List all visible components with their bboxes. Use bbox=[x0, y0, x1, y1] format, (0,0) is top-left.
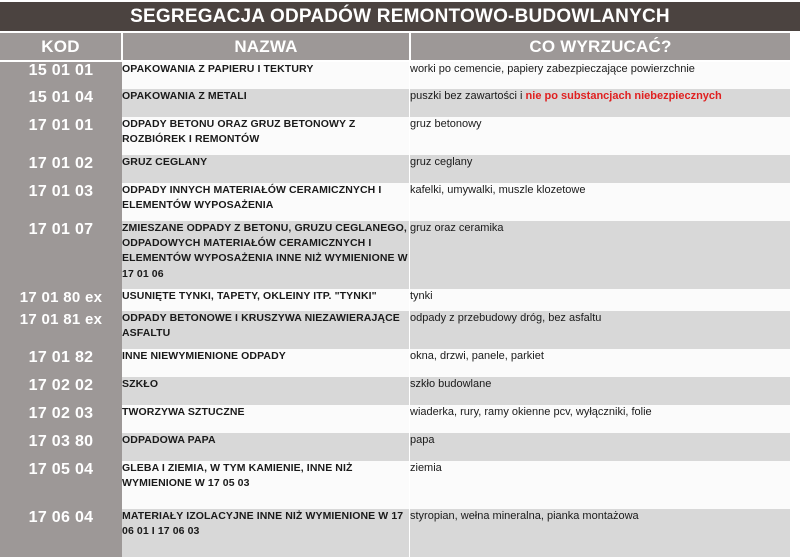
what-to-throw-cell bbox=[410, 221, 790, 289]
what-to-throw-text: okna, drzwi, panele, parkiet bbox=[410, 350, 544, 362]
table-row bbox=[0, 509, 790, 557]
waste-code-cell: 15 01 04 bbox=[0, 89, 122, 117]
waste-name-cell: ZMIESZANE ODPADY Z BETONU, GRUZU CEGLANEGO, ODPADOWYCH MATERIAŁÓW CERAMICZNYCH I ELEMENTÓW WYPOSAŻENIA INNE NIŻ WYMIENIONE W 17 01 06 bbox=[122, 221, 410, 289]
waste-code-cell: 17 01 01 bbox=[0, 117, 122, 155]
table-row bbox=[0, 89, 790, 117]
waste-code-cell: 17 01 82 bbox=[0, 349, 122, 377]
table-row bbox=[0, 221, 790, 289]
waste-code-cell: 17 03 80 bbox=[0, 433, 122, 461]
what-to-throw-cell bbox=[410, 183, 790, 221]
waste-code-cell: 17 05 04 bbox=[0, 461, 122, 509]
waste-name-cell: ODPADOWA PAPA bbox=[122, 433, 410, 461]
table-row bbox=[0, 461, 790, 509]
table-row bbox=[0, 349, 790, 377]
what-to-throw-text: wiaderka, rury, ramy okienne pcv, wyłączniki, folie bbox=[410, 406, 652, 418]
waste-name-cell: GLEBA I ZIEMIA, W TYM KAMIENIE, INNE NIŻ WYMIENIONE W 17 05 03 bbox=[122, 461, 410, 509]
waste-code-cell: 17 01 02 bbox=[0, 155, 122, 183]
table-row bbox=[0, 289, 790, 311]
table-row bbox=[0, 433, 790, 461]
waste-code-cell: 15 01 01 bbox=[0, 61, 122, 89]
what-to-throw-text: papa bbox=[410, 434, 435, 446]
column-header-code: KOD bbox=[0, 33, 122, 61]
what-to-throw-cell bbox=[410, 155, 790, 183]
page-title-bar bbox=[0, 2, 800, 31]
table-body bbox=[0, 61, 790, 557]
waste-code-cell: 17 01 07 bbox=[0, 221, 122, 289]
what-to-throw-cell bbox=[410, 377, 790, 405]
what-to-throw-cell bbox=[410, 405, 790, 433]
what-to-throw-cell bbox=[410, 289, 790, 311]
waste-name-cell: USUNIĘTE TYNKI, TAPETY, OKLEINY ITP. "TYNKI" bbox=[122, 289, 410, 311]
what-to-throw-text: tynki bbox=[410, 290, 433, 302]
what-to-throw-text: kafelki, umywalki, muszle klozetowe bbox=[410, 184, 586, 196]
waste-code-cell: 17 01 81 ex bbox=[0, 311, 122, 349]
what-to-throw-cell bbox=[410, 349, 790, 377]
what-to-throw-cell bbox=[410, 509, 790, 557]
table-row bbox=[0, 377, 790, 405]
waste-name-cell: OPAKOWANIA Z METALI bbox=[122, 89, 410, 117]
table-row bbox=[0, 183, 790, 221]
waste-name-cell: ODPADY BETONOWE I KRUSZYWA NIEZAWIERAJĄCE ASFALTU bbox=[122, 311, 410, 349]
waste-name-cell: GRUZ CEGLANY bbox=[122, 155, 410, 183]
what-to-throw-text: puszki bez zawartości i bbox=[410, 90, 526, 102]
table-row bbox=[0, 405, 790, 433]
what-to-throw-text: styropian, wełna mineralna, pianka montażowa bbox=[410, 510, 639, 522]
page-title: SEGREGACJA ODPADÓW REMONTOWO-BUDOWLANYCH bbox=[130, 6, 670, 27]
waste-name-cell: SZKŁO bbox=[122, 377, 410, 405]
what-to-throw-text: szkło budowlane bbox=[410, 378, 492, 390]
what-to-throw-text: worki po cemencie, papiery zabezpieczające powierzchnie bbox=[410, 63, 695, 75]
what-to-throw-text: gruz ceglany bbox=[410, 156, 473, 168]
waste-name-cell: TWORZYWA SZTUCZNE bbox=[122, 405, 410, 433]
what-to-throw-text: ziemia bbox=[410, 462, 442, 474]
what-to-throw-text: odpady z przebudowy dróg, bez asfaltu bbox=[410, 312, 602, 324]
what-to-throw-cell bbox=[410, 61, 790, 89]
what-to-throw-cell bbox=[410, 117, 790, 155]
what-to-throw-warning-text: nie po substancjach niebezpiecznych bbox=[525, 90, 722, 102]
waste-name-cell: MATERIAŁY IZOLACYJNE INNE NIŻ WYMIENIONE W 17 06 01 I 17 06 03 bbox=[122, 509, 410, 557]
what-to-throw-text: gruz betonowy bbox=[410, 118, 482, 130]
waste-code-cell: 17 06 04 bbox=[0, 509, 122, 557]
waste-codes-table bbox=[0, 33, 790, 557]
what-to-throw-cell bbox=[410, 311, 790, 349]
waste-name-cell: OPAKOWANIA Z PAPIERU I TEKTURY bbox=[122, 61, 410, 89]
table-row bbox=[0, 117, 790, 155]
what-to-throw-cell bbox=[410, 433, 790, 461]
table-row bbox=[0, 311, 790, 349]
table-row bbox=[0, 61, 790, 89]
table-header-row bbox=[0, 33, 790, 61]
waste-code-cell: 17 02 02 bbox=[0, 377, 122, 405]
what-to-throw-text: gruz oraz ceramika bbox=[410, 222, 504, 234]
waste-code-cell: 17 02 03 bbox=[0, 405, 122, 433]
what-to-throw-cell bbox=[410, 461, 790, 509]
waste-name-cell: INNE NIEWYMIENIONE ODPADY bbox=[122, 349, 410, 377]
what-to-throw-cell bbox=[410, 89, 790, 117]
waste-name-cell: ODPADY BETONU ORAZ GRUZ BETONOWY Z ROZBIÓREK I REMONTÓW bbox=[122, 117, 410, 155]
table-row bbox=[0, 155, 790, 183]
waste-code-cell: 17 01 80 ex bbox=[0, 289, 122, 311]
waste-name-cell: ODPADY INNYCH MATERIAŁÓW CERAMICZNYCH I ELEMENTÓW WYPOSAŻENIA bbox=[122, 183, 410, 221]
column-header-name: NAZWA bbox=[122, 33, 410, 61]
waste-code-cell: 17 01 03 bbox=[0, 183, 122, 221]
column-header-what: CO WYRZUCAĆ? bbox=[410, 33, 790, 61]
